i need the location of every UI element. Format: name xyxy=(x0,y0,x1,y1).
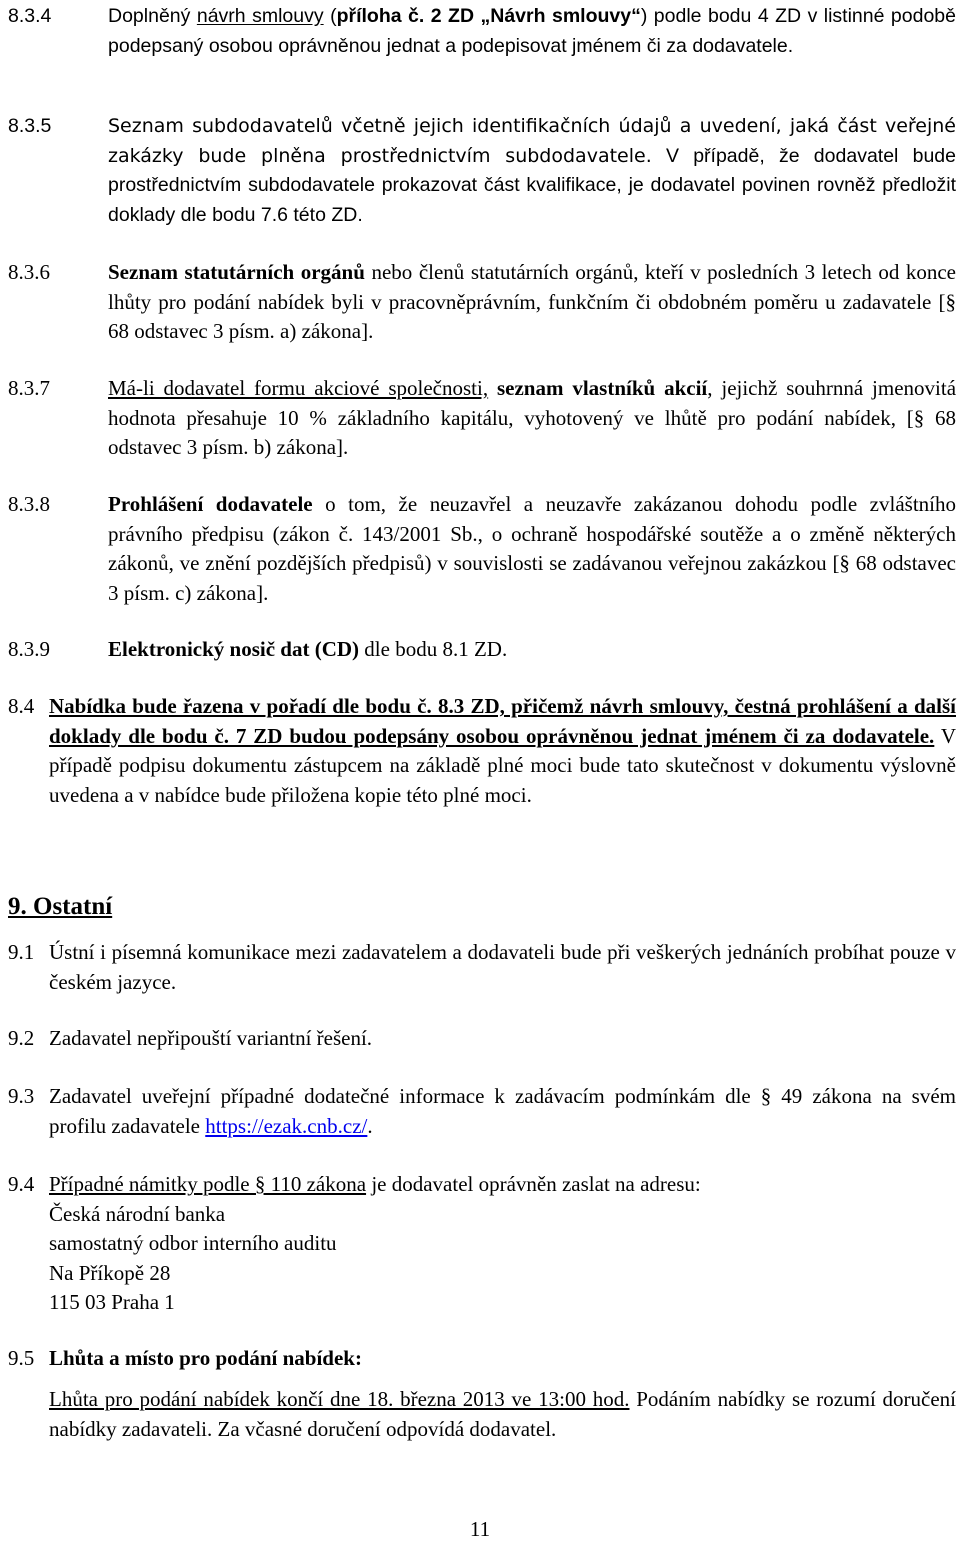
item-text: Případné námitky podle § 110 zákona je dodavatel oprávněn zaslat na adresu: xyxy=(49,1172,701,1196)
item-text: Lhůta pro podání nabídek končí dne 18. března 2013 ve 13:00 hod. Podáním nabídky se rozumí doručení nabídky zadavateli. Za včasné doručení odpovídá dodavatel. xyxy=(49,1387,956,1441)
item-text: Ústní i písemná komunikace mezi zadavatelem a dodavateli bude při veškerých jednáních probíhat pouze v českém jazyce. xyxy=(49,940,956,994)
item-text: Zadavatel nepřipouští variantní řešení. xyxy=(49,1026,373,1050)
item-number: 9.4 xyxy=(8,1172,35,1196)
item-text: Seznam statutárních orgánů nebo členů statutárních orgánů, kteří v posledních 3 letech od konce lhůty pro podání nabídek byli v pracovněprávním, funkčním či obdobném poměru u zadavatele [§ 68 odstavec 3 písm. a) zákona]. xyxy=(108,260,957,343)
item-8-3-8 xyxy=(8,490,956,608)
item-number: 8.3.5 xyxy=(8,115,52,137)
item-number: 9.2 xyxy=(8,1026,35,1050)
item-8-3-6 xyxy=(8,258,956,347)
item-9-3 xyxy=(8,1082,956,1141)
item-number: 8.4 xyxy=(8,694,35,718)
item-text: Doplněný návrh smlouvy (příloha č. 2 ZD „Návrh smlouvy“) podle bodu 4 ZD v listinné podobě podepsaný osobou oprávněnou jednat a podepisovat jménem či za dodavatele. xyxy=(108,5,956,57)
profile-link[interactable]: https://ezak.cnb.cz/ xyxy=(205,1113,368,1138)
item-number: 8.3.4 xyxy=(8,5,52,27)
item-9-5-body xyxy=(8,1385,956,1444)
item-8-3-4 xyxy=(8,2,956,61)
item-9-4 xyxy=(8,1170,956,1318)
item-text: Zadavatel uveřejní případné dodatečné informace k zadávacím podmínkám dle § 49 zákona na svém profilu zadavatele https://ezak.cnb.cz/. xyxy=(49,1084,956,1138)
item-number: 8.3.6 xyxy=(8,260,50,284)
address-line: Na Příkopě 28 xyxy=(49,1260,171,1285)
address-line: 115 03 Praha 1 xyxy=(49,1290,175,1314)
item-number: 8.3.8 xyxy=(8,492,50,516)
item-9-1 xyxy=(8,938,956,997)
item-number: 9.1 xyxy=(8,940,35,964)
item-9-5 xyxy=(8,1344,956,1374)
item-text: Elektronický nosič dat (CD) dle bodu 8.1 ZD. xyxy=(108,637,508,661)
item-9-2 xyxy=(8,1024,956,1054)
section-heading: 9. Ostatní xyxy=(8,893,113,920)
item-8-3-9 xyxy=(8,635,956,665)
item-title: Lhůta a místo pro podání nabídek: xyxy=(49,1346,362,1370)
item-8-4 xyxy=(8,692,956,810)
item-8-3-5 xyxy=(8,112,956,230)
item-text: Seznam subdodavatelů včetně jejich identifikačních údajů a uvedení, jaká část veřejné zakázky bude plněna prostřednictvím subdodavatele. V případě, že dodavatel bude prostřednictvím subdodavatele prokazovat část kvalifikace, je dodavatel povinen rovněž předložit doklady dle bodu 7.6 této ZD. xyxy=(108,115,956,226)
item-text: Má-li dodavatel formu akciové společnosti, seznam vlastníků akcií, jejichž souhrnná jmenovitá hodnota přesahuje 10 % základního kapitálu, vyhotovený ve lhůtě pro podání nabídek, [§ 68 odstavec 3 písm. b) zákona]. xyxy=(108,376,957,459)
item-8-3-7 xyxy=(8,374,956,463)
address-line: samostatný odbor interního auditu xyxy=(49,1231,337,1255)
item-number: 8.3.7 xyxy=(8,376,50,400)
item-text: Nabídka bude řazena v pořadí dle bodu č. 8.3 ZD, přičemž návrh smlouvy, čestná prohlášení a další doklady dle bodu č. 7 ZD budou podepsány osobou oprávněnou jednat jménem či za dodavatele. V případě podpisu dokumentu zástupcem na základě plné moci bude tato skutečnost v dokumentu výslovně uvedena a v nabídce bude přiložena kopie této plné moci. xyxy=(49,694,956,807)
item-text: Prohlášení dodavatele o tom, že neuzavřel a neuzavře zakázanou dohodu podle zvláštního právního předpisu (zákon č. 143/2001 Sb., o ochraně hospodářské soutěže a o změně některých zákonů, ve znění pozdějších předpisů) v souvislosti se zadávanou veřejnou zakázkou [§ 68 odstavec 3 písm. c) zákona]. xyxy=(108,492,956,605)
item-number: 9.3 xyxy=(8,1084,35,1108)
item-number: 8.3.9 xyxy=(8,637,50,661)
page-number: 11 xyxy=(469,1517,491,1541)
address-line: Česká národní banka xyxy=(49,1201,226,1226)
item-number: 9.5 xyxy=(8,1346,35,1370)
